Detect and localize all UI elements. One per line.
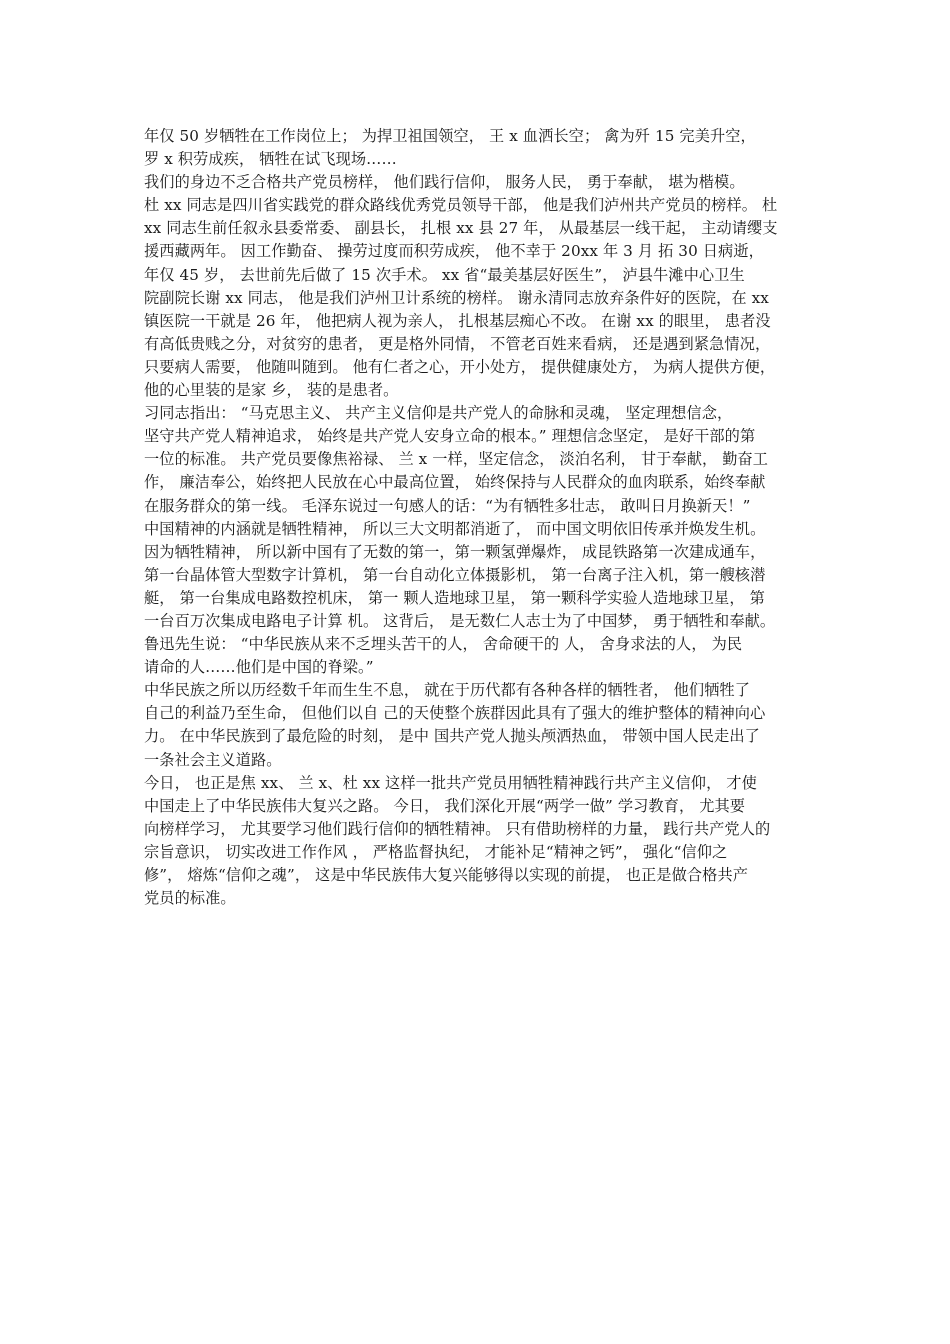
text-line: 今日， 也正是焦 xx、 兰 x、杜 xx 这样一批共产党员用牺牲精神践行共产主义信仰， 才使 bbox=[144, 773, 757, 792]
text-line: xx 同志生前任叙永县委常委、 副县长， 扎根 xx 县 27 年， 从最基层一线干起， 主动请缨支 bbox=[144, 219, 778, 238]
text-line: 坚守共产党人精神追求， 始终是共产党人安身立命的根本。” 理想信念坚定， 是好干部的第 bbox=[144, 427, 756, 446]
text-line: 年仅 50 岁牺牲在工作岗位上； 为捍卫祖国领空， 王 x 血洒长空； 禽为歼 15 完美升空， bbox=[144, 127, 756, 145]
text-line: 请命的人……他们是中国的脊梁。” bbox=[144, 658, 374, 677]
text-line: 修”， 熔炼“信仰之魂”， 这是中华民族伟大复兴能够得以实现的前提， 也正是做合格共产 bbox=[144, 866, 749, 884]
text-line: 我们的身边不乏合格共产党员榜样， 他们践行信仰， 服务人民， 勇于奉献， 堪为楷模。 bbox=[144, 173, 745, 192]
text-line: 党员的标准。 bbox=[144, 889, 236, 908]
text-line: 因为牺牲精神， 所以新中国有了无数的第一，第一颗氢弹爆炸， 成昆铁路第一次建成通车， bbox=[144, 542, 766, 561]
text-line: 年仅 45 岁， 去世前先后做了 15 次手术。 xx 省“最美基层好医生”， 泸县牛滩中心卫生 bbox=[144, 265, 745, 284]
text-line: 杜 xx 同志是四川省实践党的群众路线优秀党员领导干部， 他是我们泸州共产党员的榜样。 杜 bbox=[144, 196, 778, 215]
text-line: 鲁迅先生说： “中华民族从来不乏埋头苦干的人， 舍命硬干的 人， 舍身求法的人， 为民 bbox=[144, 635, 743, 654]
text-line: 援西藏两年。 因工作勤奋、 操劳过度而积劳成疾， 他不幸于 20xx 年 3 月 拓 30 日病逝， bbox=[144, 242, 764, 261]
text-line: 作， 廉洁奉公，始终把人民放在心中最高位置， 始终保持与人民群众的血肉联系，始终奉献 bbox=[144, 473, 766, 492]
text-line: 有高低贵贱之分，对贫穷的患者， 更是格外同情， 不管老百姓来看病， 还是遇到紧急情况， bbox=[144, 334, 771, 353]
text-line: 第一台晶体管大型数字计算机， 第一台自动化立体摄影机， 第一台离子注入机，第一艘核潜 bbox=[144, 565, 766, 584]
body-text bbox=[144, 125, 814, 910]
text-line: 宗旨意识， 切实改进工作作风 ， 严格监督执纪， 才能补足“精神之钙”， 强化“信仰之 bbox=[144, 842, 728, 861]
text-line: 罗 x 积劳成疾， 牺牲在试飞现场…… bbox=[144, 150, 397, 169]
text-line: 镇医院一干就是 26 年， 他把病人视为亲人， 扎根基层痴心不改。 在谢 xx 的眼里， 患者没 bbox=[144, 311, 771, 330]
text-line: 一台百万次集成电路电子计算 机。 这背后， 是无数仁人志士为了中国梦， 勇于牺牲和奉献。 bbox=[144, 611, 776, 630]
text-line: 习同志指出： “马克思主义、 共产主义信仰是共产党人的命脉和灵魂， 坚定理想信念， bbox=[144, 404, 733, 423]
text-line: 中国走上了中华民族伟大复兴之路。 今日， 我们深化开展“两学一做” 学习教育， 尤其要 bbox=[144, 796, 746, 815]
text-line: 他的心里装的是家 乡， 装的是患者。 bbox=[144, 381, 399, 400]
text-line: 中华民族之所以历经数千年而生生不息， 就在于历代都有各种各样的牺牲者， 他们牺牲了 bbox=[144, 681, 751, 700]
text-line: 自己的利益乃至生命， 但他们以自 己的天使整个族群因此具有了强大的维护整体的精神向心 bbox=[144, 704, 766, 723]
text-line: 院副院长谢 xx 同志， 他是我们泸州卫计系统的榜样。 谢永清同志放弃条件好的医院，在 xx bbox=[144, 288, 769, 307]
text-line: 中国精神的内涵就是牺牲精神， 所以三大文明都消逝了， 而中国文明依旧传承并焕发生机。 bbox=[144, 519, 766, 538]
text-line: 向榜样学习， 尤其要学习他们践行信仰的牺牲精神。 只有借助榜样的力量， 践行共产党人的 bbox=[144, 819, 771, 838]
text-line: 艇， 第一台集成电路数控机床， 第一 颗人造地球卫星， 第一颗科学实验人造地球卫星， 第 bbox=[144, 588, 765, 607]
text-line: 一条社会主义道路。 bbox=[144, 750, 282, 769]
text-line: 只要病人需要， 他随叫随到。 他有仁者之心，开小处方， 提供健康处方， 为病人提供方便， bbox=[144, 357, 776, 376]
text-line: 在服务群众的第一线。 毛泽东说过一句感人的话：“为有牺牲多壮志， 敢叫日月换新天！” bbox=[144, 496, 751, 515]
text-line: 力。 在中华民族到了最危险的时刻， 是中 国共产党人抛头颅洒热血， 带领中国人民走出了 bbox=[144, 727, 760, 746]
text-line: 一位的标准。 共产党员要像焦裕禄、 兰 x 一样，坚定信念， 淡泊名利， 甘于奉献， 勤奋工 bbox=[144, 450, 769, 469]
